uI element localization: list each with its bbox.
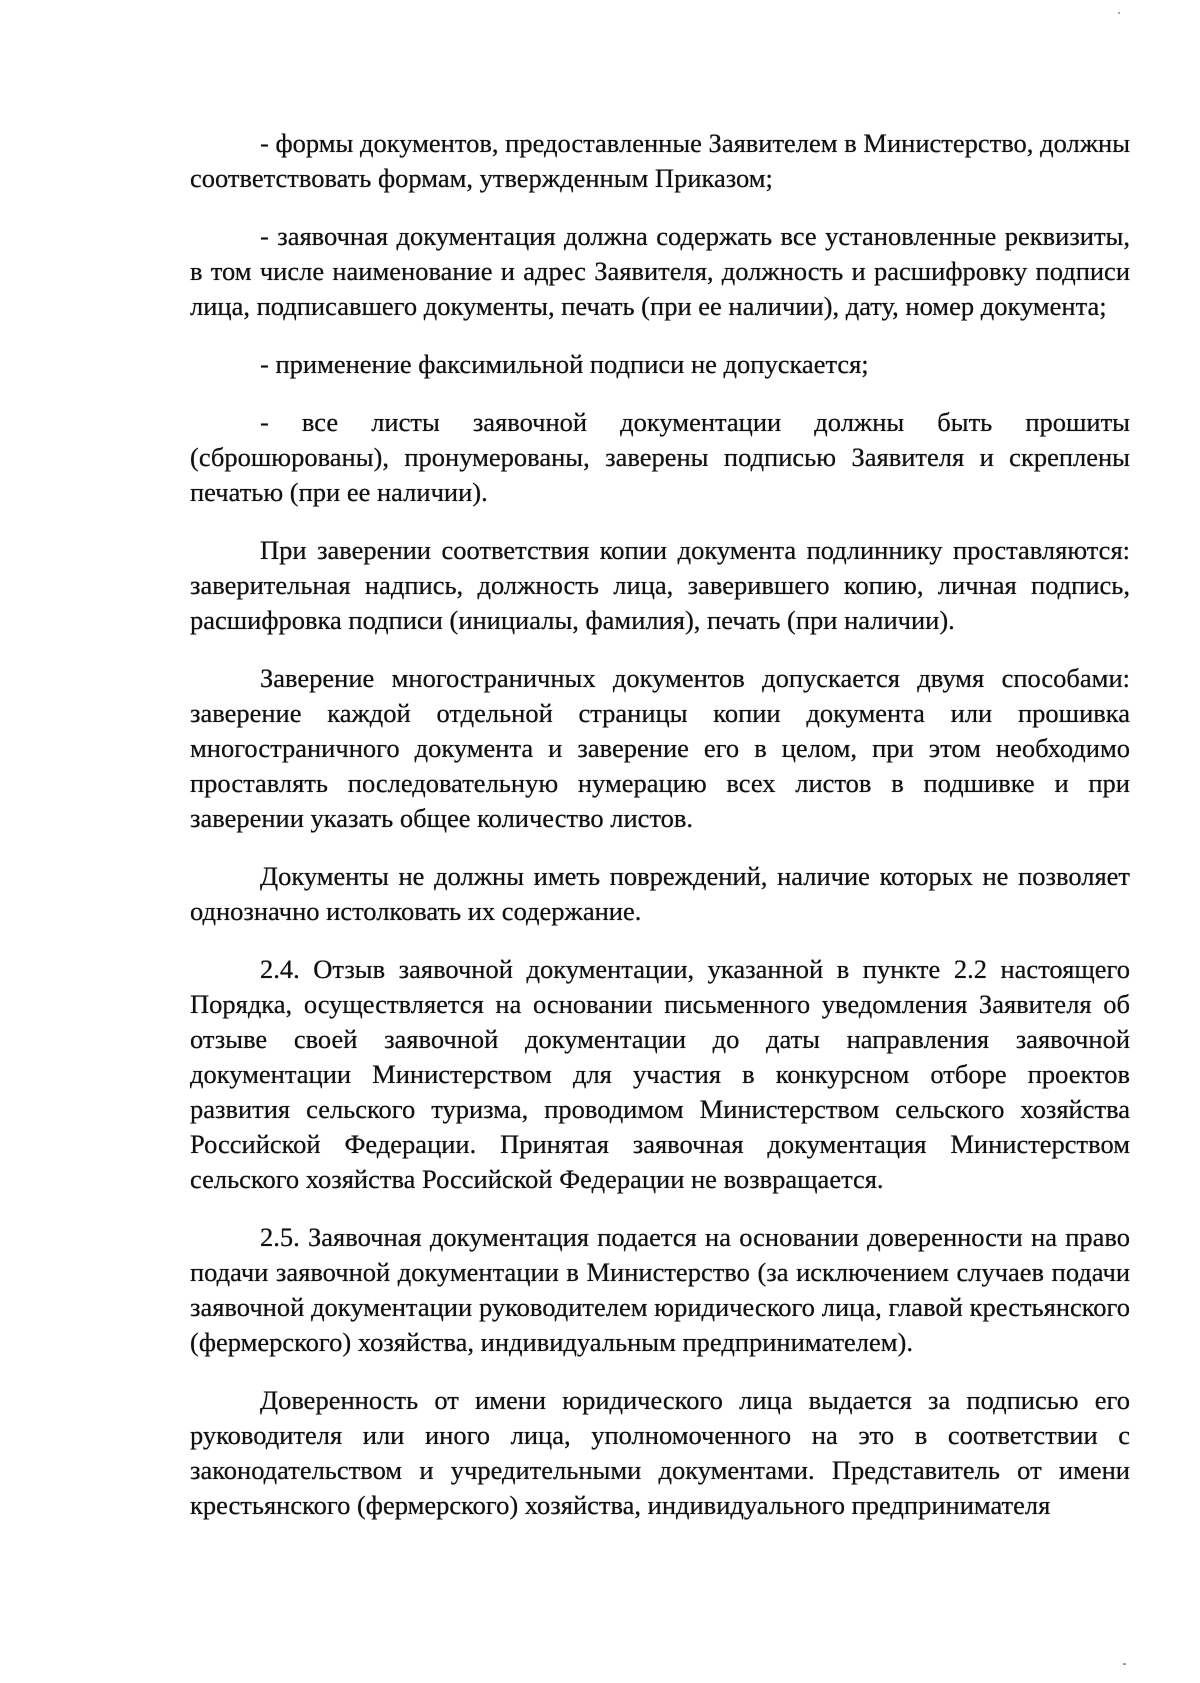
paragraph-multipage-certification: Заверение многостраничных документов допускается двумя способами: заверение каждой отдельной страницы копии документа или прошивка многостраничного документа и заверение его в целом, при этом необходимо проставлять последовательную нумерацию всех листов в подшивке и при заверении указать общее количество листов. <box>190 663 1130 833</box>
paragraph-requisites: - заявочная документация должна содержать все установленные реквизиты, в том числе наименование и адрес Заявителя, должность и расшифровку подписи лица, подписавшего документы, печать (при ее наличии), дату, номер документа; <box>190 221 1130 321</box>
paragraph-damage: Документы не должны иметь повреждений, наличие которых не позволяет однозначно истолковать их содержание. <box>190 861 1130 926</box>
paragraph-forms: - формы документов, предоставленные Заявителем в Министерство, должны соответствовать формам, утвержденным Приказом; <box>190 128 1130 193</box>
paragraph-section-2-4: 2.4. Отзыв заявочной документации, указанной в пункте 2.2 настоящего Порядка, осуществляется на основании письменного уведомления Заявителя об отзыве своей заявочной документации до даты направления заявочной документации Министерством для участия в конкурсном отборе проектов развития сельского туризма, проводимом Министерством сельского хозяйства Российской Федерации. Принятая заявочная документация Министерством сельского хозяйства Российской Федерации не возвращается. <box>190 954 1130 1194</box>
paragraph-facsimile: - применение факсимильной подписи не допускается; <box>260 349 869 379</box>
paragraph-copy-certification: При заверении соответствия копии документа подлиннику проставляются: заверительная надпись, должность лица, заверившего копию, личная подпись, расшифровка подписи (инициалы, фамилия), печать (при наличии). <box>190 535 1130 635</box>
scan-speck <box>1118 12 1120 14</box>
document-body <box>190 126 1130 1546</box>
paragraph-section-2-5: 2.5. Заявочная документация подается на основании доверенности на право подачи заявочной документации в Министерство (за исключением случаев подачи заявочной документации руководителем юридического лица, главой крестьянского (фермерского) хозяйства, индивидуальным предпринимателем). <box>190 1222 1130 1357</box>
scan-speck <box>1123 1663 1126 1665</box>
paragraph-binding: - все листы заявочной документации должны быть прошиты (сброшюрованы), пронумерованы, заверены подписью Заявителя и скреплены печатью (при ее наличии). <box>190 407 1130 507</box>
paragraph-power-of-attorney: Доверенность от имени юридического лица выдается за подписью его руководителя или иного лица, уполномоченного на это в соответствии с законодательством и учредительными документами. Представитель от имени крестьянского (фермерского) хозяйства, индивидуального предпринимателя <box>190 1385 1130 1520</box>
